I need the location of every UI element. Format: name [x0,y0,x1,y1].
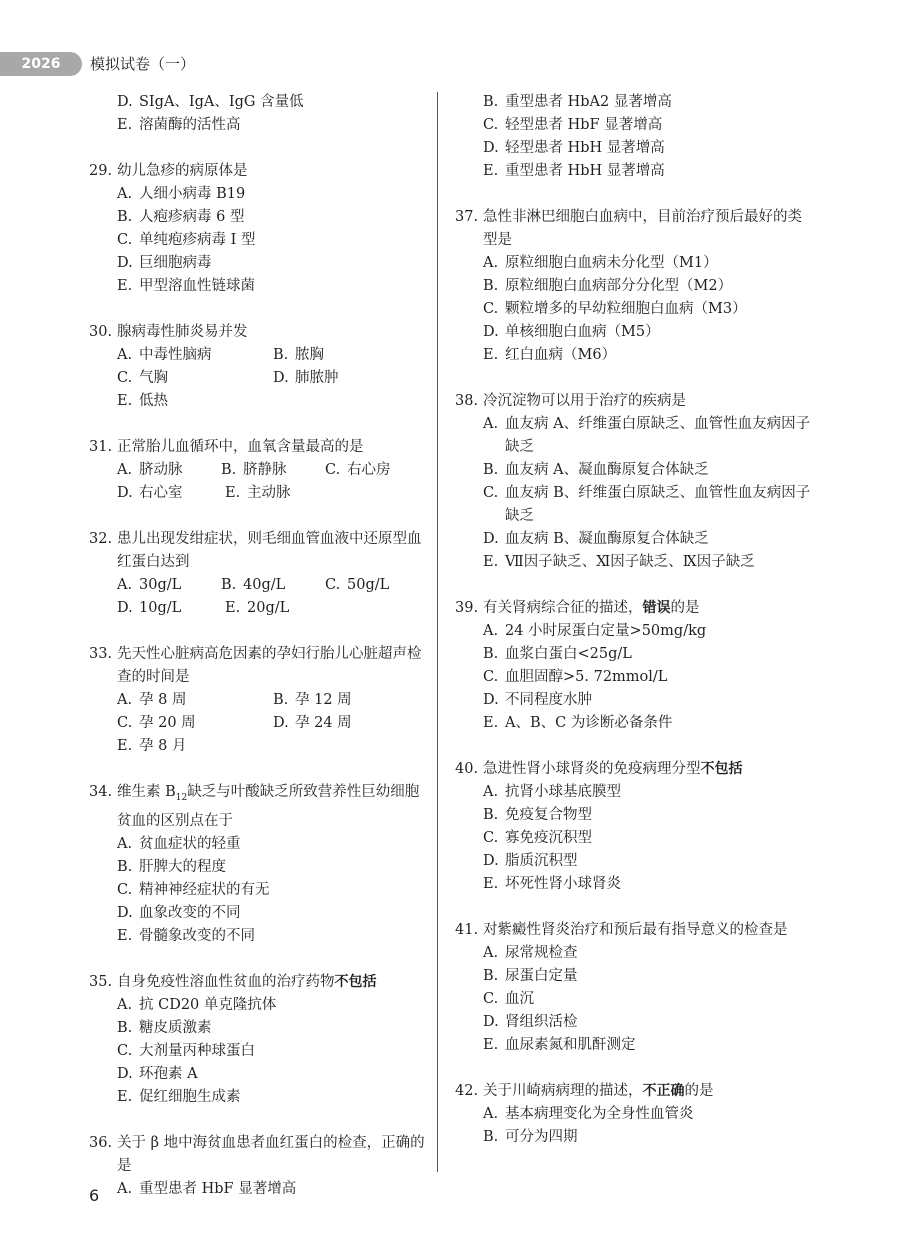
option: A. 贫血症状的轻重 [117,835,241,852]
option: D. 脂质沉积型 [483,853,578,869]
question-30 [89,321,429,413]
question-stem: 40. 急进性肾小球肾炎的免疫病理分型不包括 [455,761,743,777]
option: E. 红白血病（M6） [483,347,617,363]
option: A. 原粒细胞白血病未分化型（M1） [483,255,718,271]
question-stem: 41. 对紫癜性肾炎治疗和预后最有指导意义的检查是 [455,922,788,938]
question-stem: 30. 腺病毒性肺炎易并发 [89,324,248,340]
option: D. 肾组织活检 [483,1014,578,1030]
page-header [0,52,220,76]
option: D. 孕 24 周 [273,715,352,731]
option: B. 脓胸 [273,347,324,363]
option: B. 孕 12 周 [273,692,352,708]
option: D. SIgA、IgA、IgG 含量低 [117,94,304,110]
question-39 [455,597,815,735]
option: A. 人细小病毒 B19 [117,186,246,202]
question-stem: 39. 有关肾病综合征的描述，错误的是 [455,600,700,616]
right-column [455,91,815,1172]
question-35 [89,971,429,1109]
option: E. 低热 [117,393,168,409]
question-stem: 31. 正常胎儿血循环中，血氧含量最高的是 [89,439,364,455]
option: E. 重型患者 HbH 显著增高 [483,163,665,179]
question-28-continued [89,91,429,137]
option: E. Ⅶ因子缺乏、Ⅺ因子缺乏、Ⅸ因子缺乏 [483,554,755,570]
option: A. 脐动脉 [117,462,183,478]
option: A. 抗 CD20 单克隆抗体 [117,996,277,1013]
option: C. 轻型患者 HbF 显著增高 [483,117,663,133]
option: C. 血胆固醇>5. 72mmol/L [483,669,668,685]
option: B. 可分为四期 [483,1129,578,1145]
option: C. 50g/L [325,577,390,593]
option: E. 主动脉 [225,485,291,501]
year-tab: 2026 [0,52,82,76]
option: E. 20g/L [225,600,290,616]
option: D. 不同程度水肿 [483,692,592,708]
question-stem: 34. 维生素 $B_{12}$缺乏与叶酸缺乏所致营养性巨幼细胞贫血的区别点在于 [89,784,420,829]
option: A. 24 小时尿蛋白定量>50mg/kg [483,623,707,639]
option-row [89,597,429,620]
option: C. 寡免疫沉积型 [483,830,592,846]
option: C. 精神神经症状的有无 [117,881,270,898]
option: D. 血象改变的不同 [117,904,241,921]
option: D. 右心室 [117,485,183,501]
option: B. 免疫复合物型 [483,807,592,823]
option: C. 血友病 B、纤维蛋白原缺乏、血管性血友病因子缺乏 [483,485,811,524]
header-title: 模拟试卷（一） [90,55,196,73]
question-stem: 36. 关于 β 地中海贫血患者血红蛋白的检查，正确的是 [89,1134,425,1174]
question-stem: 32. 患儿出现发绀症状，则毛细血管血液中还原型血红蛋白达到 [89,531,422,570]
option: D. 单核细胞白血病（M5） [483,324,660,340]
question-42 [455,1080,815,1149]
option: E. 孕 8 月 [117,738,187,754]
column-divider [437,92,438,1172]
option: B. 原粒细胞白血病部分分化型（M2） [483,278,733,294]
option: C. 气胸 [117,370,168,386]
option: B. 血浆白蛋白<25g/L [483,646,632,662]
option-row [89,459,429,482]
option: B. 尿蛋白定量 [483,968,578,984]
left-column [89,91,429,1224]
question-36-continued [455,91,815,183]
question-stem: 29. 幼儿急疹的病原体是 [89,163,248,179]
option: D. 巨细胞病毒 [117,255,212,271]
option: C. 颗粒增多的早幼粒细胞白血病（M3） [483,301,747,317]
option: E. 坏死性肾小球肾炎 [483,876,621,892]
option: C. 单纯疱疹病毒 I 型 [117,232,256,248]
option: E. 促红细胞生成素 [117,1088,241,1105]
option-row [89,689,429,712]
option: B. 脐静脉 [221,462,287,478]
option: C. 孕 20 周 [117,715,196,731]
option: C. 右心房 [325,462,391,478]
option: D. 血友病 B、凝血酶原复合体缺乏 [483,531,709,547]
option: C. 大剂量丙种球蛋白 [117,1042,255,1059]
option: B. 人疱疹病毒 6 型 [117,209,245,225]
option-row [89,574,429,597]
question-41 [455,919,815,1057]
option: A. 30g/L [117,577,182,593]
question-stem: 42. 关于川崎病病理的描述，不正确的是 [455,1083,714,1099]
question-37 [455,206,815,367]
option: A. 重型患者 HbF 显著增高 [117,1180,297,1197]
option: B. 糖皮质激素 [117,1019,212,1036]
option: D. 环孢素 A [117,1065,198,1082]
option: E. 溶菌酶的活性高 [117,117,241,133]
option: A. 尿常规检查 [483,945,578,961]
question-stem: 33. 先天性心脏病高危因素的孕妇行胎儿心脏超声检查的时间是 [89,646,422,685]
option: B. 肝脾大的程度 [117,858,226,875]
option: E. A、B、C 为诊断必备条件 [483,715,673,731]
option: D. 轻型患者 HbH 显著增高 [483,140,665,156]
option: C. 血沉 [483,991,534,1007]
option: D. 肺脓肿 [273,370,339,386]
question-31 [89,436,429,505]
question-stem: 35. 自身免疫性溶血性贫血的治疗药物不包括 [89,973,377,990]
question-stem: 38. 冷沉淀物可以用于治疗的疾病是 [455,393,686,409]
page-number: 6 [89,1186,100,1205]
option-row [89,344,429,367]
question-36 [89,1132,429,1201]
option-row [89,712,429,735]
option: B. 40g/L [221,577,286,593]
option: A. 孕 8 周 [117,692,187,708]
option: D. 10g/L [117,600,182,616]
question-33 [89,643,429,758]
option: A. 中毒性脑病 [117,347,212,363]
option: B. 血友病 A、凝血酶原复合体缺乏 [483,462,709,478]
option-row [89,367,429,390]
question-29 [89,160,429,298]
question-38 [455,390,815,574]
option: A. 基本病理变化为全身性血管炎 [483,1106,694,1122]
option: B. 重型患者 HbA2 显著增高 [483,94,672,110]
option: A. 抗肾小球基底膜型 [483,784,621,800]
option-row [89,482,429,505]
option: E. 甲型溶血性链球菌 [117,278,255,294]
option: E. 骨髓象改变的不同 [117,927,255,944]
option: A. 血友病 A、纤维蛋白原缺乏、血管性血友病因子缺乏 [483,416,811,455]
question-40 [455,758,815,896]
option: E. 血尿素氮和肌酐测定 [483,1037,636,1053]
question-32 [89,528,429,620]
question-stem: 37. 急性非淋巴细胞白血病中，目前治疗预后最好的类型是 [455,209,802,248]
question-34 [89,781,429,948]
